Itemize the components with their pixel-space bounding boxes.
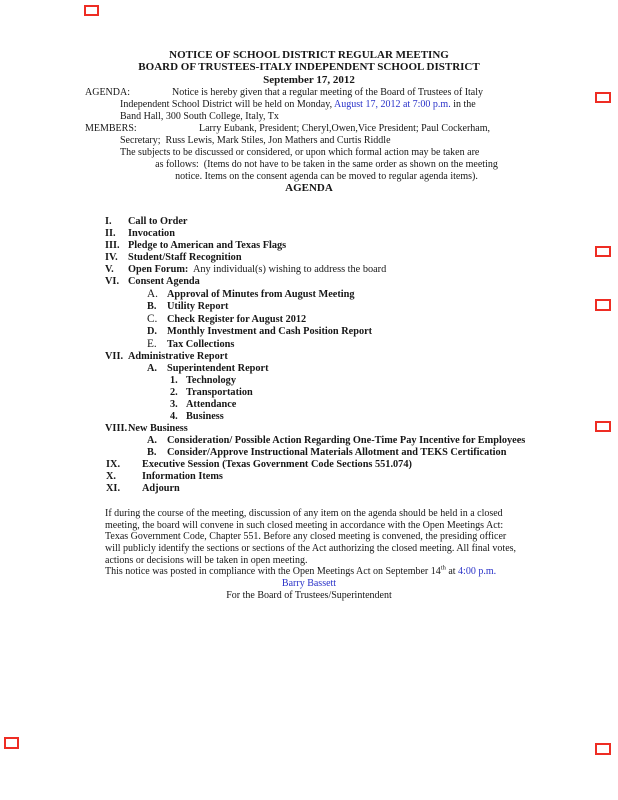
agenda-item-text: Consider/Approve Instructional Materials Allotment and TEKS Certification	[167, 446, 507, 458]
text-line	[85, 578, 533, 590]
agenda-item	[85, 313, 533, 326]
agenda-item-number: 1.	[170, 374, 178, 386]
text-segment: If during the course of the meeting, discussion of any item on the agenda should be held in a closed	[105, 507, 503, 519]
agenda-item-text: Check Register for August 2012	[167, 313, 307, 325]
agenda-item	[85, 387, 533, 399]
agenda-item-number: I.	[105, 215, 112, 227]
agenda-item-number: 3.	[170, 398, 178, 410]
agenda-item-text: Technology	[186, 374, 236, 386]
posted-time-link[interactable]: 4:00 p.m.	[458, 566, 497, 578]
agenda-item-text: Administrative Report	[128, 350, 228, 362]
agenda-item	[85, 375, 533, 387]
agenda-item	[85, 435, 533, 447]
text-segment: Notice is hereby given that a regular meeting of the Board of Trustees of Italy	[172, 87, 484, 99]
notice-title-line: NOTICE OF SCHOOL DISTRICT REGULAR MEETING	[169, 49, 449, 61]
agenda-item-number: B.	[147, 300, 157, 312]
agenda-item	[85, 288, 533, 301]
agenda-item-text: Pledge to American and Texas Flags	[128, 239, 287, 251]
text-line	[120, 171, 533, 183]
document-date: September 17, 2012	[263, 73, 355, 86]
text-segment: in the	[450, 99, 476, 111]
agenda-notice-text	[120, 87, 533, 123]
agenda-item-text: Consent Agenda	[128, 275, 200, 287]
agenda-item-text: Consideration/ Possible Action Regarding One-Time Pay Incentive for Employees	[167, 434, 526, 446]
red-annotation-box	[84, 5, 99, 16]
members-label: MEMBERS:	[85, 122, 137, 134]
agenda-heading: AGENDA	[285, 182, 333, 195]
text-segment: notice. Items on the consent agenda can be moved to regular agenda items).	[175, 170, 478, 182]
agenda-item-text: Tax Collections	[167, 338, 235, 350]
meeting-datetime-link[interactable]: August 17, 2012 at 7:00 p.m.	[334, 99, 451, 111]
text-line	[105, 531, 533, 543]
agenda-item	[85, 326, 533, 338]
agenda-item-number: VI.	[105, 275, 120, 287]
document-content	[85, 49, 533, 602]
text-line	[105, 543, 533, 555]
text-line	[105, 555, 533, 567]
board-title-line: BOARD OF TRUSTEES-ITALY INDEPENDENT SCHOOL DISTRICT	[138, 61, 480, 74]
text-segment: at	[445, 566, 459, 578]
red-annotation-box	[595, 743, 611, 755]
signature-block	[85, 578, 533, 601]
red-annotation-box	[595, 92, 611, 103]
agenda-item-number: B.	[147, 446, 157, 458]
text-segment: th	[440, 565, 446, 573]
closing-paragraph	[85, 508, 533, 578]
agenda-item-text: New Business	[128, 422, 188, 434]
agenda-item-text: Transportation	[186, 386, 253, 398]
agenda-item	[85, 264, 533, 276]
agenda-item-number: III.	[105, 239, 120, 251]
agenda-item-number: II.	[105, 227, 116, 239]
agenda-item	[85, 471, 533, 483]
agenda-outline	[85, 216, 533, 495]
agenda-item	[85, 483, 533, 495]
agenda-item-number: 4.	[170, 410, 178, 422]
agenda-item-text: Business	[186, 410, 224, 422]
agenda-item	[85, 338, 533, 351]
agenda-item-number: 2.	[170, 386, 178, 398]
agenda-item-number: IV.	[105, 251, 118, 263]
text-segment: Band Hall, 300 South College, Italy, Tx	[120, 111, 279, 123]
agenda-item	[85, 276, 533, 288]
text-line	[120, 147, 533, 159]
red-annotation-box	[595, 421, 611, 432]
agenda-item-number: XI.	[106, 482, 121, 494]
agenda-item-text: Adjourn	[142, 482, 180, 494]
agenda-item	[85, 351, 533, 363]
agenda-item-text: Any individual(s) wishing to address the board	[188, 263, 387, 275]
text-line	[85, 590, 533, 602]
agenda-item-text: Superintendent Report	[167, 362, 269, 374]
agenda-item	[85, 399, 533, 411]
agenda-item-number: A.	[147, 434, 158, 446]
members-text	[120, 123, 533, 183]
text-segment: Independent School District will be held on Monday,	[120, 99, 335, 111]
agenda-item-number: E.	[147, 337, 157, 350]
text-segment: actions or decisions will be taken in open meeting.	[105, 554, 308, 566]
agenda-item	[85, 447, 533, 459]
text-line	[105, 566, 533, 578]
agenda-item	[85, 216, 533, 228]
text-segment: For the Board of Trustees/Superintendent	[226, 589, 392, 601]
text-segment: Secretary; Russ Lewis, Mark Stiles, Jon Mathers and Curtis Riddle	[120, 134, 391, 146]
agenda-item-text: Invocation	[128, 227, 175, 239]
text-segment: Texas Government Code, Chapter 551. Before any closed meeting is convened, the presiding officer	[105, 531, 507, 543]
agenda-item-number: D.	[147, 325, 158, 337]
agenda-item-number: VIII.	[105, 422, 128, 434]
agenda-item	[85, 423, 533, 435]
agenda-item	[85, 459, 533, 471]
text-segment: This notice was posted in compliance with the Open Meetings Act on September 14	[105, 566, 441, 578]
agenda-item-text: Call to Order	[128, 215, 188, 227]
text-line	[120, 99, 533, 111]
text-line	[120, 123, 533, 135]
agenda-item	[85, 228, 533, 240]
text-segment: as follows: (Items do not have to be taken in the same order as shown on the meeting	[155, 158, 498, 170]
text-segment: Larry Eubank, President; Cheryl,Owen,Vice President; Paul Cockerham,	[199, 122, 490, 134]
agenda-item-text: Information Items	[142, 470, 223, 482]
agenda-item	[85, 252, 533, 264]
agenda-label: AGENDA:	[85, 87, 130, 99]
agenda-item-text: Monthly Investment and Cash Position Report	[167, 325, 373, 337]
agenda-item-text: Approval of Minutes from August Meeting	[167, 288, 355, 300]
red-annotation-box	[595, 299, 611, 311]
agenda-item-text: Student/Staff Recognition	[128, 251, 242, 263]
text-segment: will publicly identify the sections or sections of the Act authorizing the closed meeting. All final votes,	[105, 542, 517, 554]
agenda-item	[85, 411, 533, 423]
document-header	[85, 49, 533, 86]
text-line	[120, 159, 533, 171]
agenda-item-lead: Open Forum:	[128, 263, 189, 275]
text-line	[105, 520, 533, 532]
members-row	[85, 123, 533, 183]
agenda-item-number: V.	[105, 263, 114, 275]
agenda-notice-row	[85, 87, 533, 123]
text-line	[105, 508, 533, 520]
agenda-item-text: Executive Session (Texas Government Code Sections 551.074)	[142, 458, 412, 470]
text-segment: The subjects to be discussed or considered, or upon which formal action may be taken are	[120, 146, 480, 158]
agenda-item-number: A.	[147, 362, 158, 374]
agenda-item-number: C.	[147, 312, 158, 325]
agenda-item	[85, 363, 533, 375]
agenda-item	[85, 240, 533, 252]
agenda-item	[85, 301, 533, 313]
agenda-item-text: Attendance	[186, 398, 237, 410]
agenda-item-number: VII.	[105, 350, 124, 362]
agenda-item-text: Utility Report	[167, 300, 229, 312]
agenda-item-number: IX.	[106, 458, 121, 470]
agenda-item-number: A.	[147, 287, 158, 300]
text-segment: meeting, the board will convene in such closed meeting in accordance with the Open Meetings Act:	[105, 519, 504, 531]
notice-block	[85, 87, 533, 195]
red-annotation-box	[595, 246, 611, 257]
text-line	[120, 87, 533, 99]
agenda-item-number: X.	[106, 470, 117, 482]
text-line	[120, 111, 533, 123]
signer-name-link[interactable]: Barry Bassett	[281, 578, 337, 590]
red-annotation-box	[4, 737, 19, 749]
text-line	[120, 135, 533, 147]
